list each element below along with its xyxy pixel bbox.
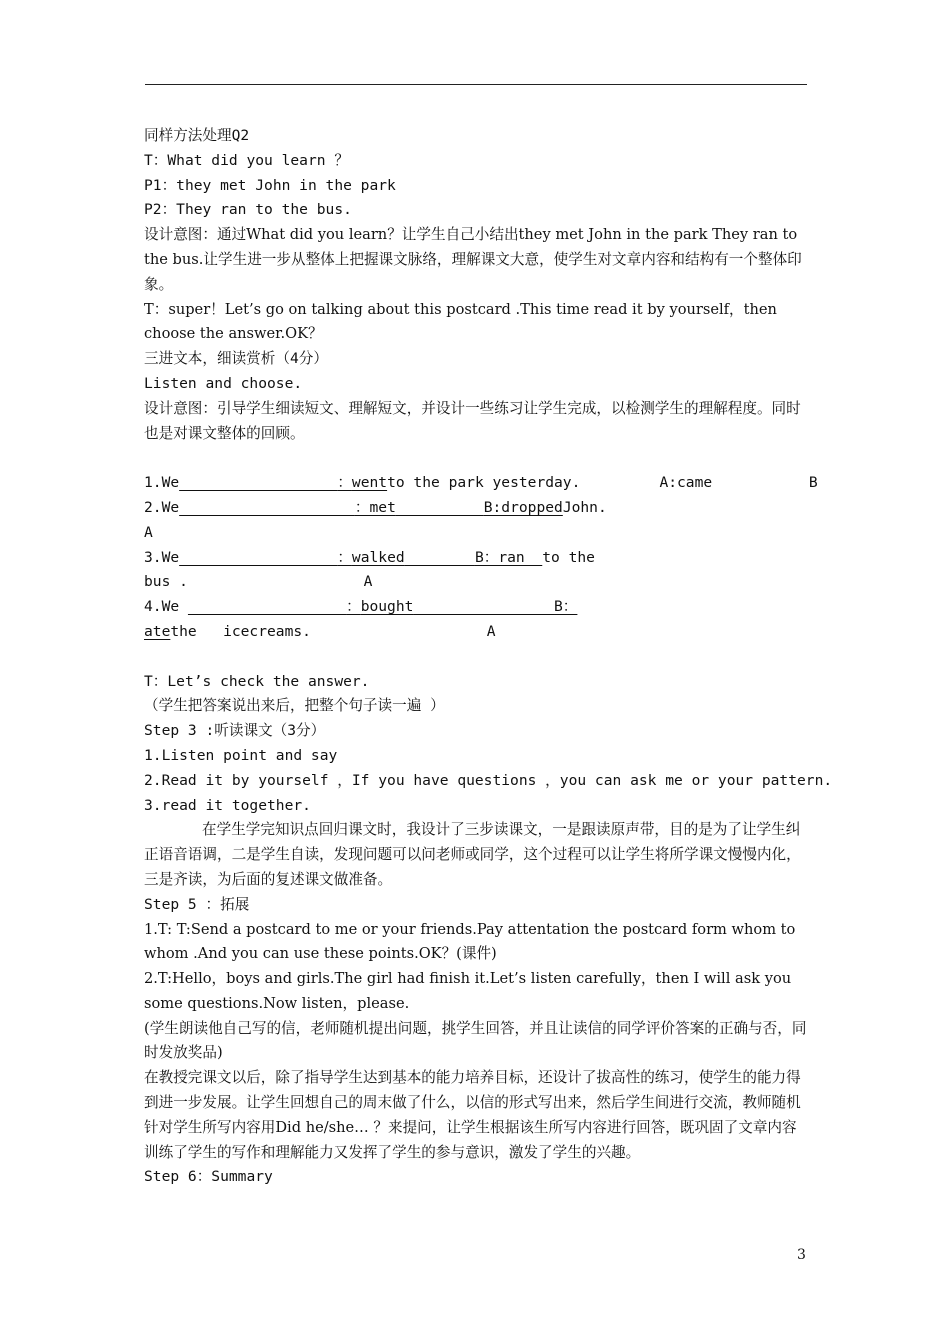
step-6-heading: Step 6：Summary — [144, 1168, 273, 1186]
page-number: 3 — [797, 1247, 806, 1263]
line-q2: 同样方法处理Q2 — [144, 127, 250, 144]
extension-design-paragraph: 在教授完课文以后，除了指导学生达到基本的能力培养目标，还设计了拔高性的练习，使学生的能力得到进一步发展。让学生回想自己的周末做了什么，以信的形式写出来，然后学生间进行交流，教师随机针对学生所写内容用Did he/she… ？来提问，让学生根据该生所写内容进行回答，既巩固了文章内容训练了学生的写作和理解能力又发挥了学生的参与意识，激发了学生的兴趣。 — [144, 1069, 801, 1161]
design-intent-1: 设计意图：通过What did you learn？让学生自己小结出they met John in the park They ran to the bus.让学生进一步从整体上把握课文脉络，理解课文大意，使学生对文章内容和结构有一个整体印象。 — [144, 226, 802, 293]
exercise-q4-cont: atethe icecreams. A — [144, 622, 496, 640]
exercise-q3-cont: bus . A — [144, 573, 373, 591]
section-heading-3: 三进文本，细读赏析（4分） — [144, 350, 328, 368]
check-answer: T：Let’s check the answer. — [144, 672, 370, 690]
design-intent-2: 设计意图：引导学生细读短文、理解短文，并设计一些练习让学生完成，以检测学生的理解程度。同时也是对课文整体的回顾。 — [144, 399, 801, 442]
step-3-item-1: 1.Listen point and say — [144, 746, 338, 764]
step-3-item-3: 3.read it together. — [144, 796, 311, 814]
step-5-item-1: 1.T: T:Send a postcard to me or your friends.Pay attentation the postcard form whom to whom .And you can use these points.OK？(课件) — [144, 920, 796, 963]
exercise-q1: 1.We ：wentto the park yesterday. A:came B — [144, 474, 818, 492]
reading-design-paragraph: 在学生学完知识点回归课文时，我设计了三步读课文，一是跟读原声带，目的是为了让学生纠正语音语调，二是学生自读，发现问题可以问老师或同学，这个过程可以让学生将所学课文慢慢内化，三是齐读，为后面的复述课文做准备。 — [144, 821, 801, 888]
step-3-item-2: 2.Read it by yourself ，If you have questions ，you can ask me or your pattern. — [144, 771, 833, 789]
exercise-q4: 4.We ：bought B： — [144, 598, 578, 616]
step-3-heading: Step 3 :听读课文（3分） — [144, 722, 326, 740]
step-5-item-2: 2.T:Hello，boys and girls.The girl had finish it.Let’s listen carefully，then I will ask you some questions.Now listen，please. — [144, 970, 792, 1012]
exercise-q3: 3.We ：walked B：ran to the — [144, 548, 595, 566]
line-p2: P2：They ran to the bus. — [144, 201, 352, 219]
step-5-heading: Step 5 ：拓展 — [144, 895, 250, 913]
line-teacher-question: T：What did you learn ？ — [144, 151, 349, 169]
header-rule — [145, 84, 807, 85]
listen-choose: Listen and choose. — [144, 374, 303, 392]
student-letter-note: (学生朗读他自己写的信，老师随机提出问题，挑学生回答，并且让读信的同学评价答案的正确与否，同时发放奖品) — [144, 1019, 807, 1062]
document-body — [144, 124, 833, 1190]
exercise-q2-option: A — [144, 523, 153, 541]
teacher-super: T：super！Let’s go on talking about this postcard .This time read it by yourself，then choose the answer.OK？ — [144, 300, 777, 343]
student-read-note: （学生把答案说出来后，把整个句子读一遍 ） — [144, 697, 445, 715]
exercise-q2: 2.We ：met B:droppedJohn. — [144, 498, 607, 516]
line-p1: P1：they met John in the park — [144, 176, 396, 194]
